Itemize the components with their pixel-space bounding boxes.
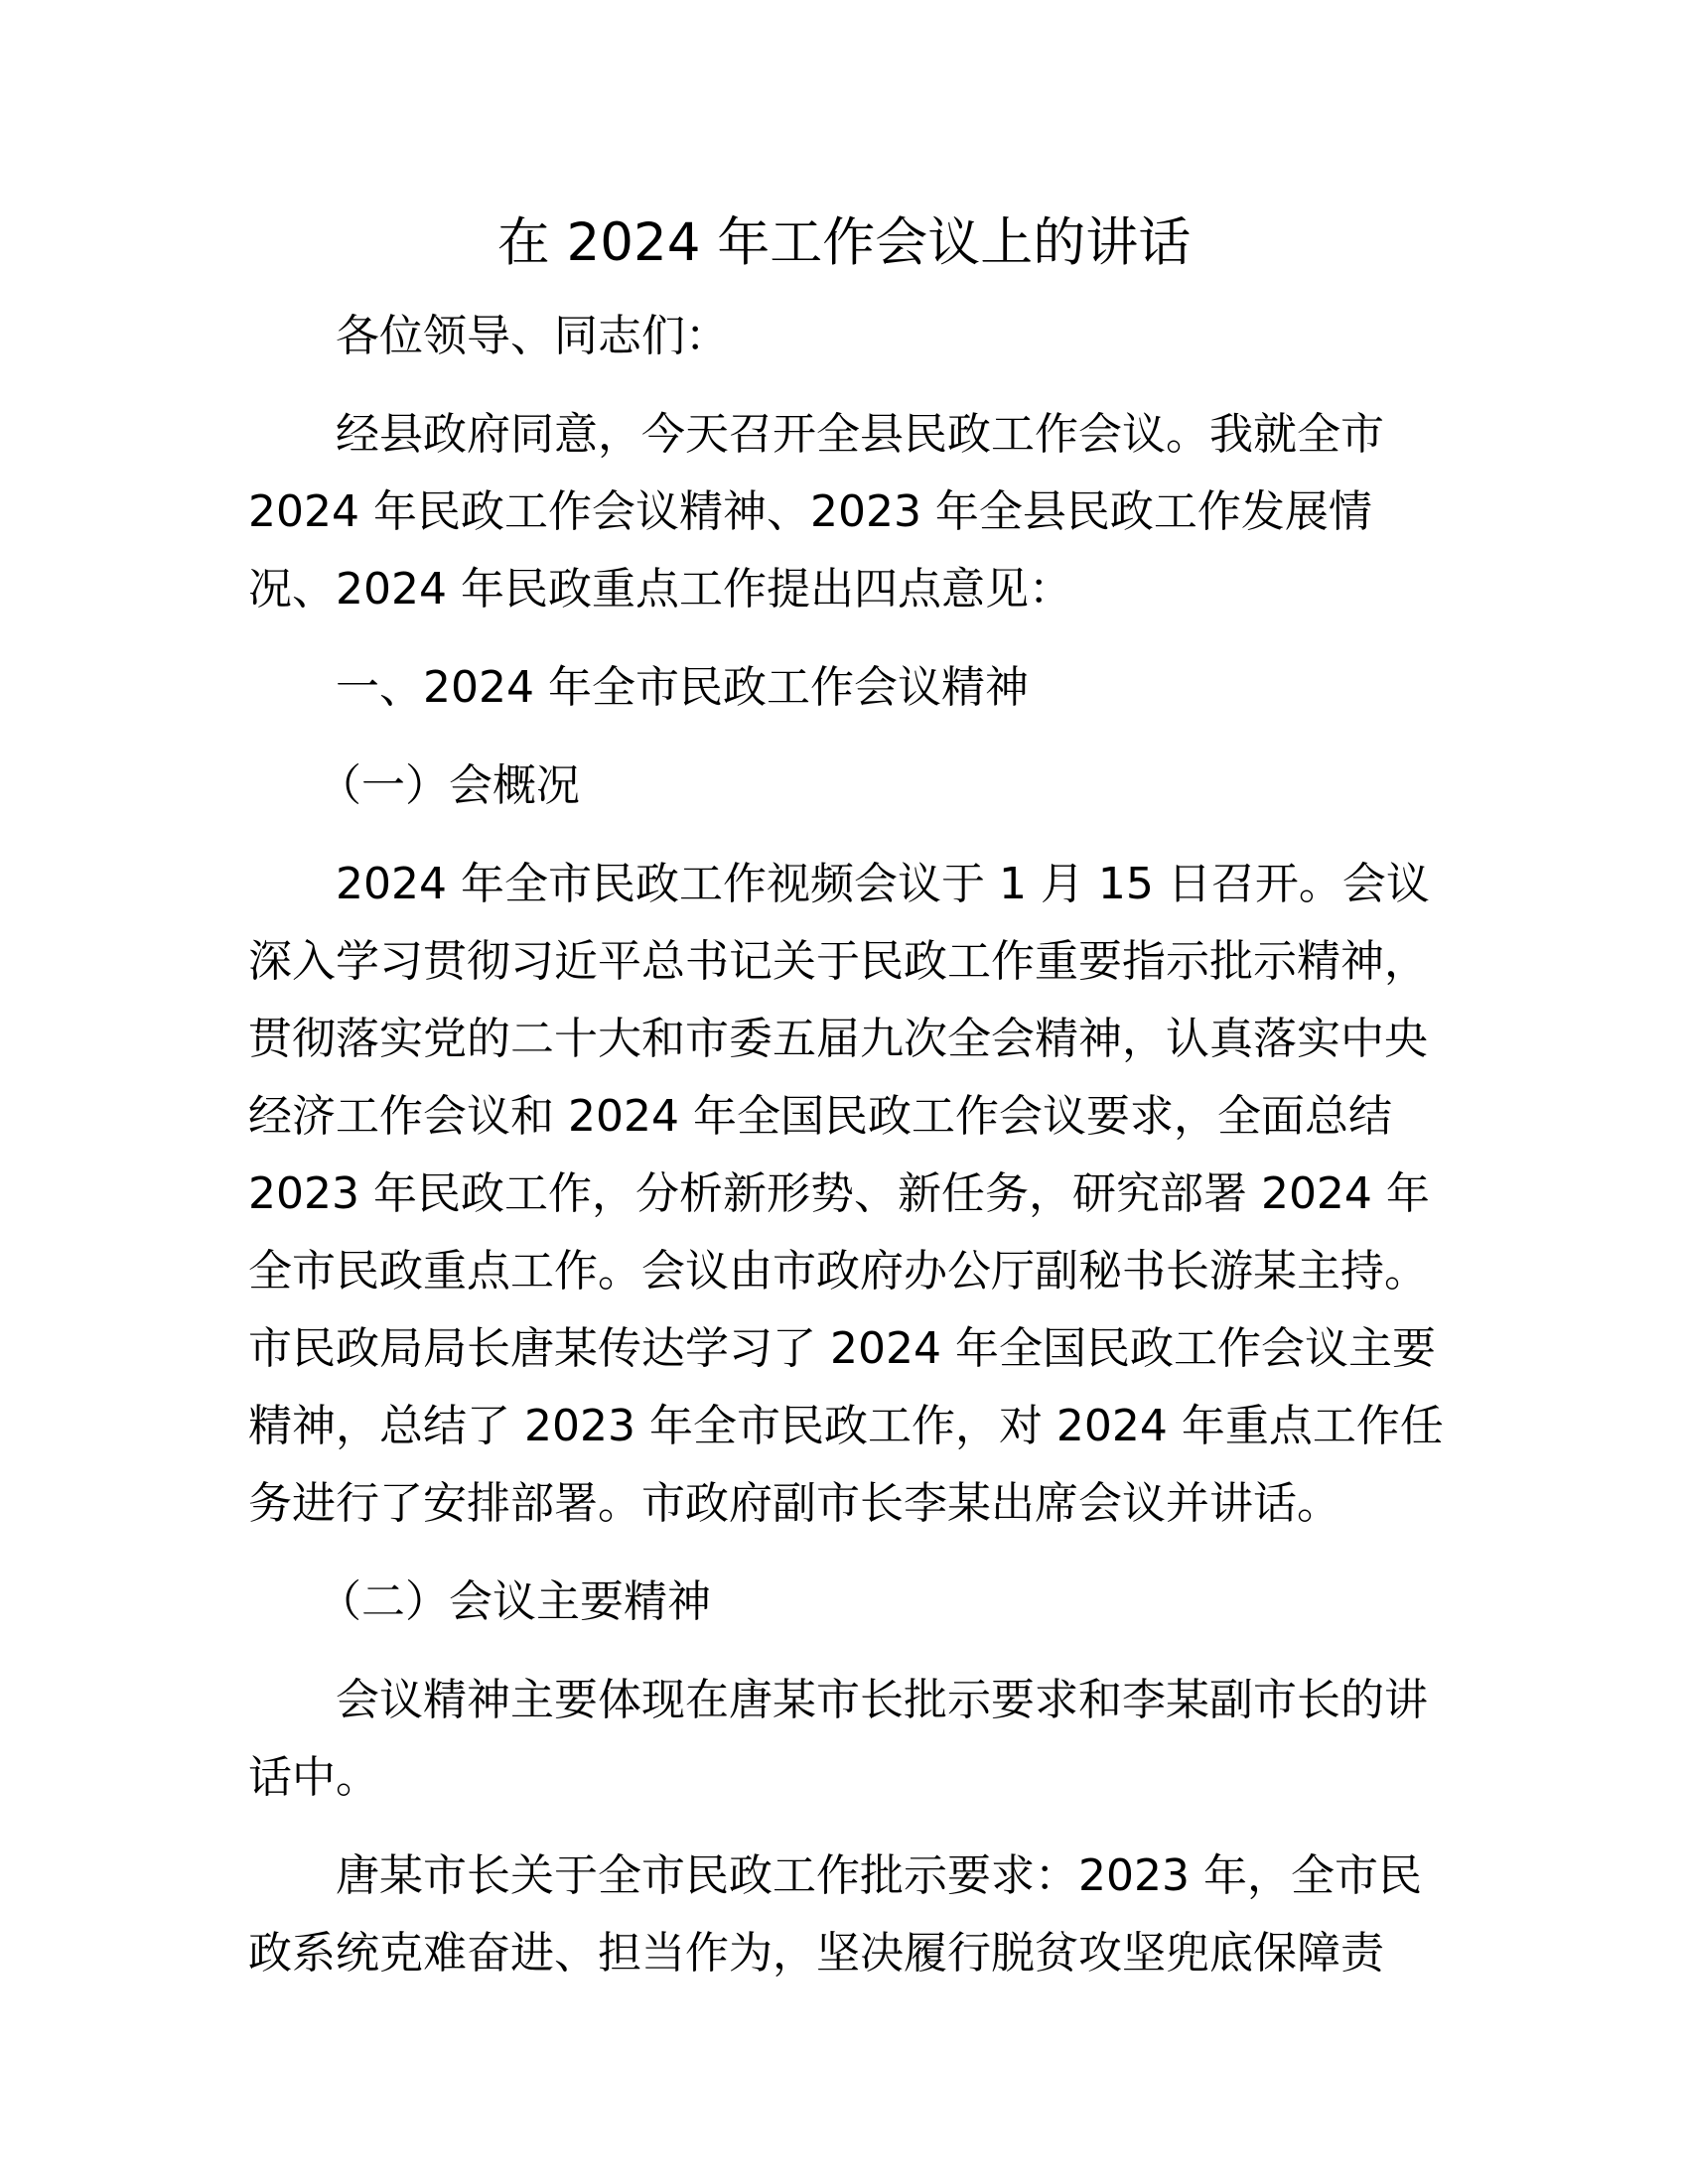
subsection-heading: （二）会议主要精神 <box>318 1576 711 1627</box>
paragraph-line: 精神，总结了 2023 年全市民政工作，对 2024 年重点工作任 <box>248 1401 1444 1451</box>
section-heading: 一、2024 年全市民政工作会议精神 <box>336 662 1029 713</box>
salutation: 各位领导、同志们： <box>336 311 729 361</box>
paragraph-line: 唐某市长关于全市民政工作批示要求：2023 年，全市民 <box>336 1850 1422 1901</box>
subsection-heading: （一）会概况 <box>318 760 580 811</box>
paragraph-line: 全市民政重点工作。会议由市政府办公厅副秘书长游某主持。 <box>248 1246 1428 1297</box>
paragraph-line: 经县政府同意，今天召开全县民政工作会议。我就全市 <box>336 409 1384 460</box>
paragraph-line: 政系统克难奋进、担当作为，坚决履行脱贫攻坚兜底保障责 <box>248 1928 1384 1979</box>
paragraph-line: 况、2024 年民政重点工作提出四点意见： <box>248 564 1072 614</box>
paragraph-line: 2024 年全市民政工作视频会议于 1 月 15 日召开。会议 <box>336 859 1430 909</box>
paragraph-line: 2023 年民政工作，分析新形势、新任务，研究部署 2024 年 <box>248 1168 1430 1219</box>
paragraph-line: 话中。 <box>248 1752 379 1803</box>
paragraph-line: 会议精神主要体现在唐某市长批示要求和李某副市长的讲 <box>336 1675 1428 1725</box>
paragraph-line: 经济工作会议和 2024 年全国民政工作会议要求，全面总结 <box>248 1091 1392 1142</box>
document-title: 在 2024 年工作会议上的讲话 <box>496 212 1192 273</box>
paragraph-line: 2024 年民政工作会议精神、2023 年全县民政工作发展情 <box>248 486 1372 537</box>
paragraph-line: 贯彻落实党的二十大和市委五届九次全会精神，认真落实中央 <box>248 1014 1428 1064</box>
paragraph-line: 务进行了安排部署。市政府副市长李某出席会议并讲话。 <box>248 1478 1340 1529</box>
paragraph-line: 深入学习贯彻习近平总书记关于民政工作重要指示批示精神， <box>248 936 1428 987</box>
paragraph-line: 市民政局局长唐某传达学习了 2024 年全国民政工作会议主要 <box>248 1323 1436 1374</box>
